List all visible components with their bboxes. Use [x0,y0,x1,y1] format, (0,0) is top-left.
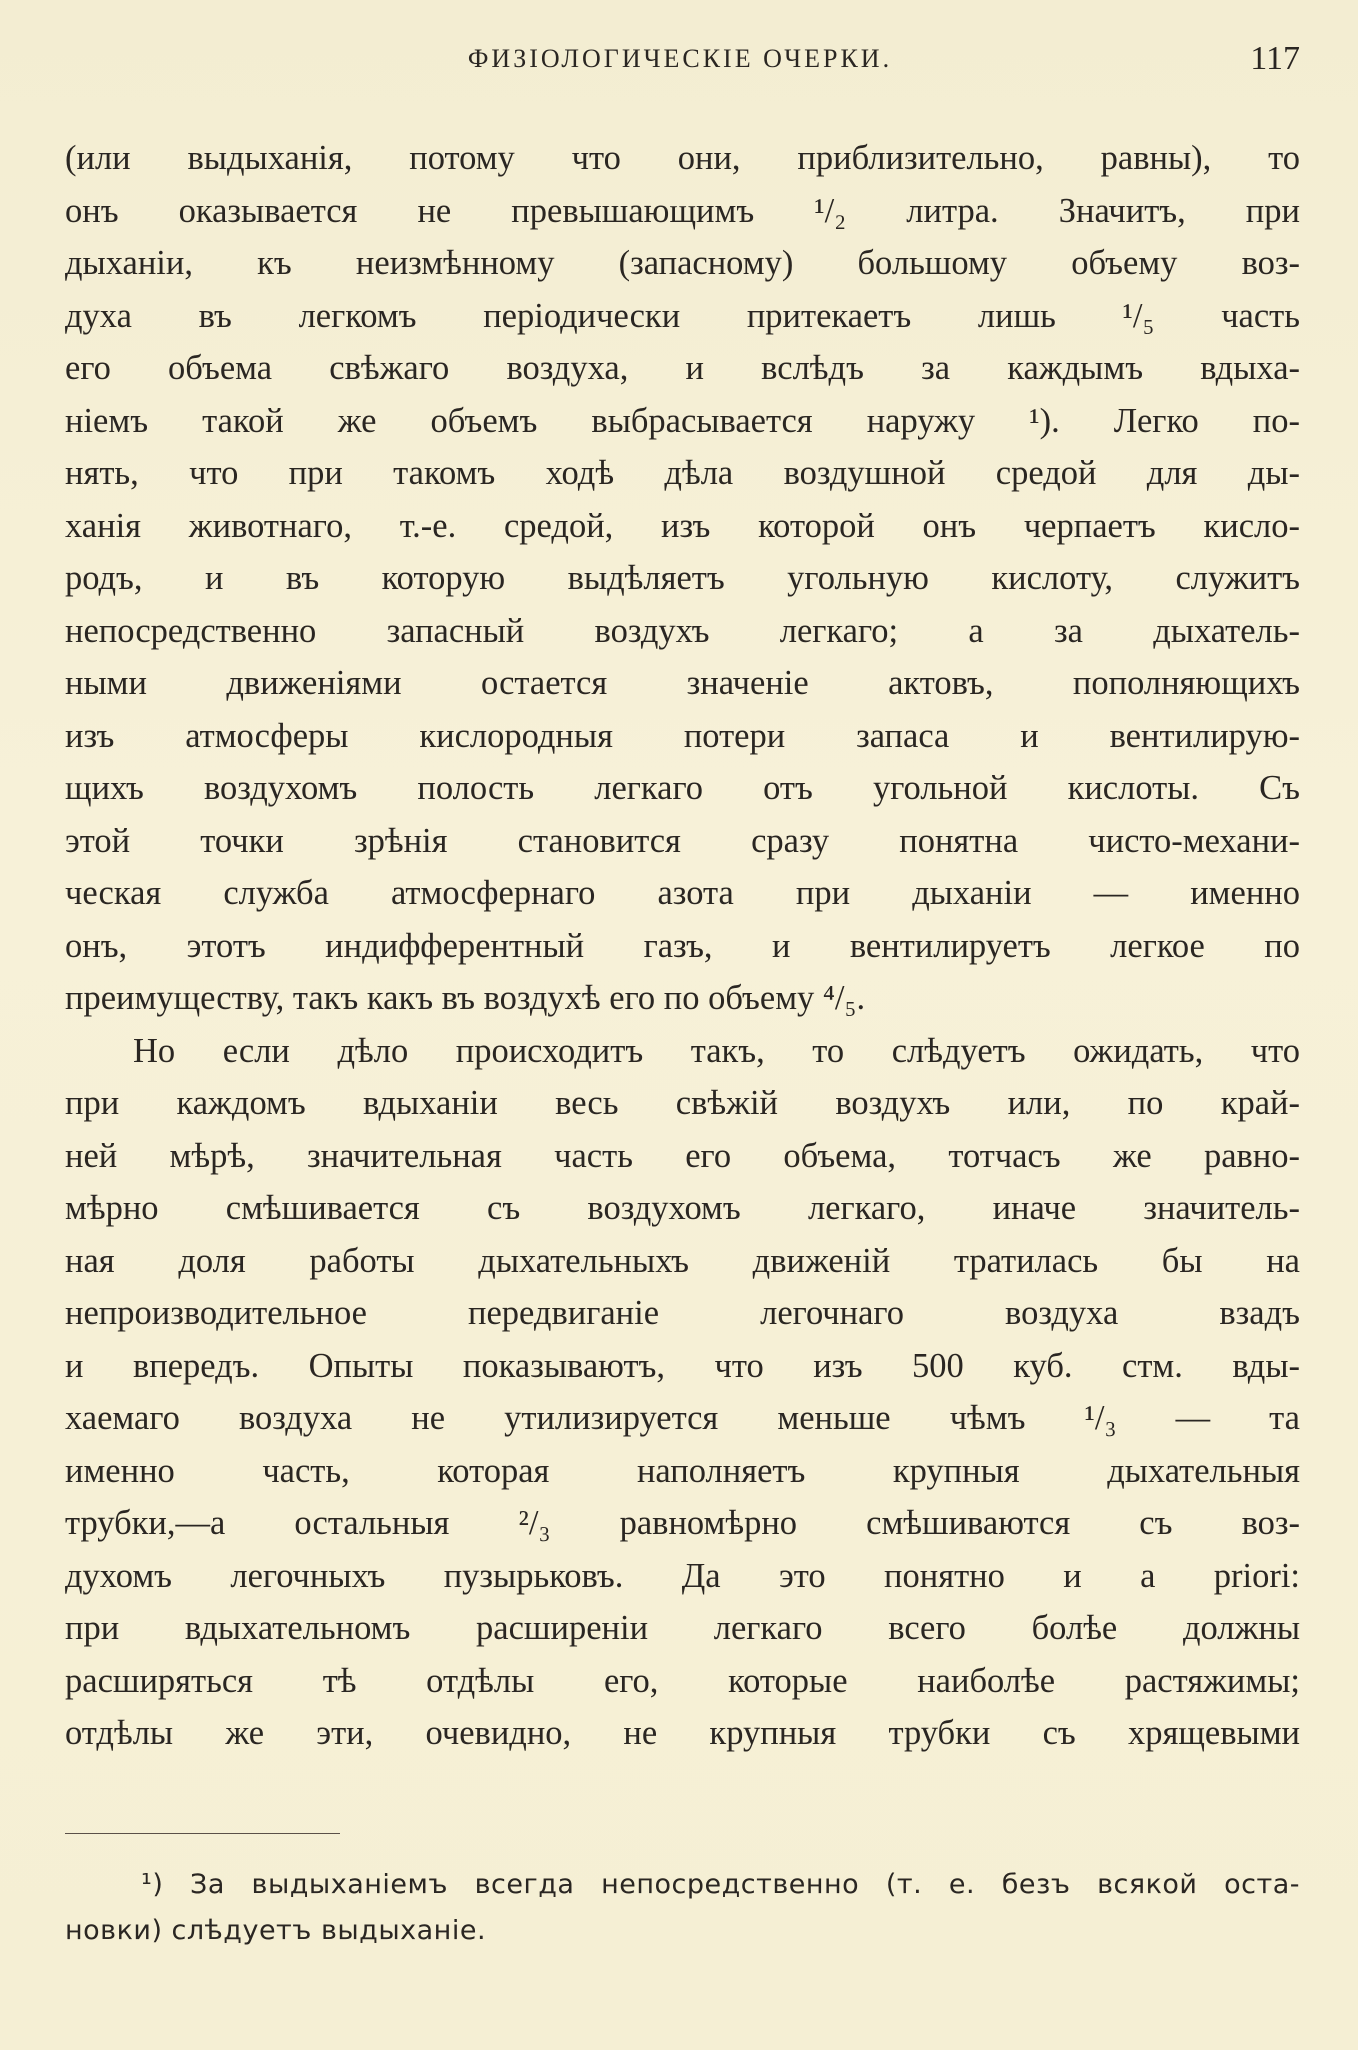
text-line: расширяться тѣ отдѣлы его, которые наиболѣе растяжимы; [65,1661,1300,1700]
text-line: ная доля работы дыхательныхъ движеній тратилась бы на [65,1241,1300,1280]
text-line: онъ, этотъ индифферентный газъ, и вентилируетъ легкое по [65,926,1300,965]
text-line: духа въ легкомъ періодически притекаетъ лишь ¹/₅ часть [65,296,1300,335]
text-line: непроизводительное передвиганіе легочнаго воздуха взадъ [65,1294,1300,1332]
footnote-divider [65,1833,340,1834]
text-line: и впередъ. Опыты показываютъ, что изъ 500 куб. стм. вды- [65,1346,1300,1385]
text-line: именно часть, которая наполняетъ крупныя дыхательныя [65,1451,1300,1490]
text-line: при вдыхательномъ расширеніи легкаго всего болѣе должны [65,1609,1300,1647]
text-line: преимуществу, такъ какъ въ воздухѣ его по объему ⁴/₅. [65,979,866,1017]
page-number: 117 [1250,40,1300,77]
body-text [65,132,1300,1760]
text-line: хаемаго воздуха не утилизируется меньше чѣмъ ¹/₃ — та [65,1399,1300,1437]
text-line: мѣрно смѣшивается съ воздухомъ легкаго, иначе значитель- [65,1189,1300,1227]
text-line: его объема свѣжаго воздуха, и вслѣдъ за каждымъ вдыха- [65,349,1300,387]
text-line: духомъ легочныхъ пузырьковъ. Да это понятно и а priori: [65,1556,1300,1595]
text-line: ханія животнаго, т.-е. средой, изъ которой онъ черпаетъ кисло- [65,506,1300,545]
text-line: щихъ воздухомъ полость легкаго отъ угольной кислоты. Съ [65,769,1300,807]
footnotes [65,1862,1300,1954]
text-line: (или выдыханія, потому что они, приблизительно, равны), то [65,139,1300,177]
text-line: этой точки зрѣнія становится сразу понятна чисто-механи- [65,821,1300,860]
running-title: ФИЗІОЛОГИЧЕСКІЕ ОЧЕРКИ. [467,44,893,73]
text-line: ніемъ такой же объемъ выбрасывается наружу ¹). Легко по- [65,401,1300,440]
text-line: ческая служба атмосфернаго азота при дыханіи — именно [65,874,1300,912]
text-line: непосредственно запасный воздухъ легкаго; а за дыхатель- [65,611,1300,650]
text-line: дыханіи, къ неизмѣнному (запасному) большому объему воз- [65,244,1300,282]
text-line: онъ оказывается не превышающимъ ¹/₂ литра. Значитъ, при [65,191,1300,230]
footnote-line: новки) слѣдуетъ выдыханіе. [65,1915,487,1946]
text-line: нять, что при такомъ ходѣ дѣла воздушной средой для ды- [65,454,1300,492]
text-line: трубки,—а остальныя ²/₃ равномѣрно смѣшиваются съ воз- [65,1504,1300,1542]
text-line: при каждомъ вдыханіи весь свѣжій воздухъ или, по край- [65,1084,1300,1122]
text-line: Но если дѣло происходитъ такъ, то слѣдуетъ ожидать, что [133,1031,1300,1070]
footnote-line: ¹) За выдыханіемъ всегда непосредственно (т. е. безъ всякой оста- [141,1869,1300,1900]
text-line: родъ, и въ которую выдѣляетъ угольную кислоту, служитъ [65,559,1300,597]
text-line: изъ атмосферы кислородныя потери запаса и вентилирую- [65,716,1300,755]
running-head [60,40,1300,80]
text-line: ней мѣрѣ, значительная часть его объема, тотчасъ же равно- [65,1136,1300,1175]
text-line: ными движеніями остается значеніе актовъ, пополняющихъ [65,664,1300,702]
text-line: отдѣлы же эти, очевидно, не крупныя трубки съ хрящевыми [65,1714,1300,1752]
